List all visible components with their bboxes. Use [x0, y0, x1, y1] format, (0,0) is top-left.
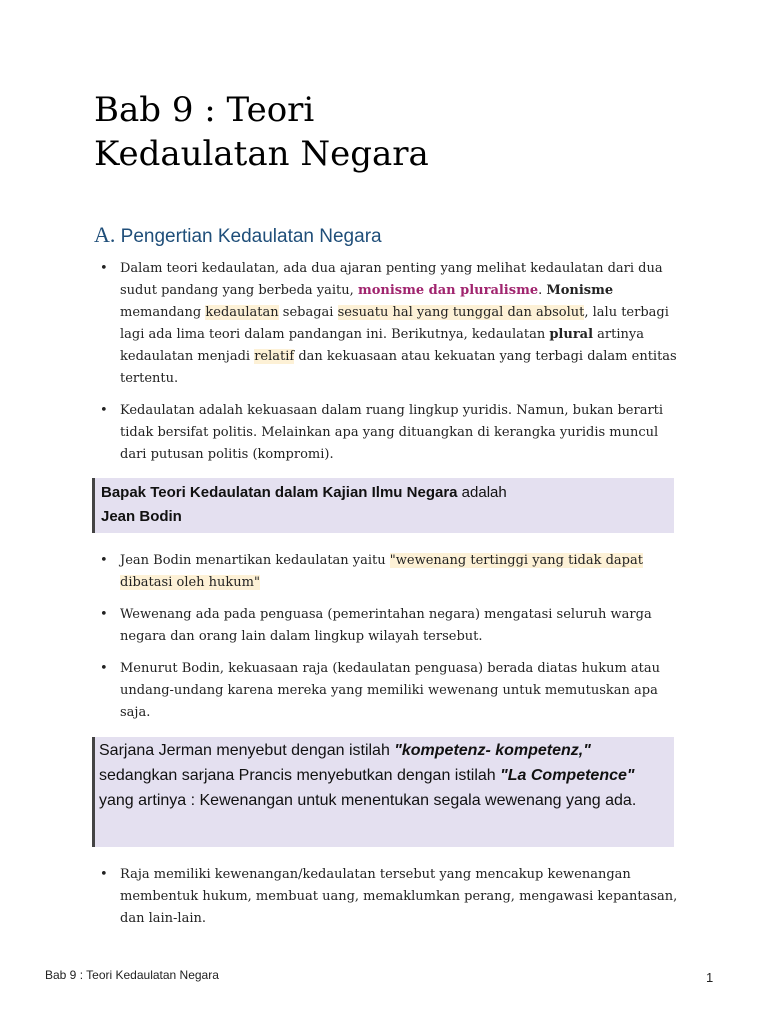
bullet-list-1: [98, 258, 678, 476]
bullet-icon: •: [100, 607, 108, 622]
list-item: • Raja memiliki kewenangan/kedaulatan tersebut yang mencakup kewenangan membentuk hukum, membuat uang, memaklumkan perang, mengawasi kepantasan, dan lain-lain.: [98, 864, 678, 930]
list-item: • Kedaulatan adalah kekuasaan dalam ruang lingkup yuridis. Namun, bukan berarti tidak bersifat politis. Melainkan apa yang dituangkan di kerangka yuridis muncul dari putusan politis (kompromi).: [98, 400, 678, 466]
page-title: [94, 88, 654, 176]
bullet-icon: •: [100, 261, 108, 276]
bullet-list-2: [98, 550, 678, 734]
list-item: • Wewenang ada pada penguasa (pemerintahan negara) mengatasi seluruh warga negara dan orang lain dalam lingkup wilayah tersebut.: [98, 604, 678, 648]
page-number: 1: [706, 970, 714, 985]
title-line-2: Kedaulatan Negara: [94, 134, 429, 174]
list-item: • Jean Bodin menartikan kedaulatan yaitu "wewenang tertinggi yang tidak dapat dibatasi oleh hukum": [98, 550, 678, 594]
footer-title: Bab 9 : Teori Kedaulatan Negara: [45, 968, 219, 982]
callout-box: Bapak Teori Kedaulatan dalam Kajian Ilmu Negara adalah Jean Bodin: [92, 478, 674, 533]
list-item: • Dalam teori kedaulatan, ada dua ajaran penting yang melihat kedaulatan dari dua sudut pandang yang berbeda yaitu, monisme dan pluralisme. Monisme memandang kedaulatan sebagai sesuatu hal yang tunggal dan absolut, lalu terbagi lagi ada lima teori dalam pandangan ini. Berikutnya, kedaulatan plural artinya kedaulatan menjadi relatif dan kekuasaan atau kekuatan yang terbagi dalam entitas tertentu.: [98, 258, 678, 390]
section-letter: A.: [94, 222, 116, 247]
highlighted-text: relatif: [254, 349, 295, 364]
highlighted-text: sesuatu hal yang tunggal dan absolut: [337, 305, 585, 320]
title-line-1: Bab 9 : Teori: [94, 90, 315, 130]
section-heading-text: Pengertian Kedaulatan Negara: [120, 226, 382, 247]
bullet-icon: •: [100, 661, 108, 676]
bold-term: Monisme: [546, 283, 614, 298]
list-item: • Menurut Bodin, kekuasaan raja (kedaulatan penguasa) berada diatas hukum atau undang-undang karena mereka yang memiliki wewenang untuk memutuskan apa saja.: [98, 658, 678, 724]
bullet-list-3: [98, 864, 678, 940]
callout-box: Sarjana Jerman menyebut dengan istilah "kompetenz- kompetenz," sedangkan sarjana Prancis menyebutkan dengan istilah "La Competence" yang artinya : Kewenangan untuk menentukan segala wewenang yang ada.: [92, 737, 674, 847]
highlighted-text: kedaulatan: [205, 305, 279, 320]
section-heading: [94, 222, 382, 248]
bullet-icon: •: [100, 553, 108, 568]
bold-term: plural: [549, 327, 594, 342]
bullet-icon: •: [100, 867, 108, 882]
bullet-icon: •: [100, 403, 108, 418]
highlight-term: monisme dan pluralisme: [357, 283, 539, 298]
highlighted-quote: "wewenang tertinggi yang tidak dapat dibatasi oleh hukum": [120, 553, 643, 590]
